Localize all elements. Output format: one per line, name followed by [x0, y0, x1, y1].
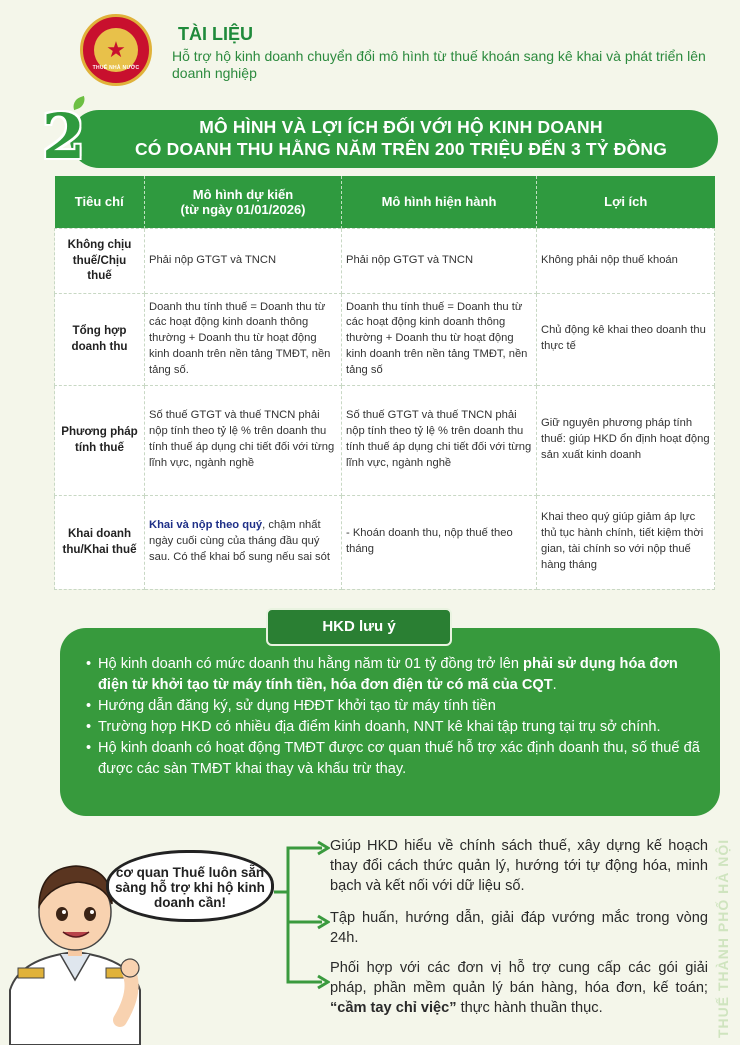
tax-emblem-logo [80, 14, 152, 86]
note-item-tail: . [552, 677, 557, 693]
benefit-3-text: Phối hợp với các đơn vị hỗ trợ cung cấp các gói giải pháp, phần mềm quản lý bán hàng, hóa đơn, kế toán; [330, 960, 708, 996]
row-proposed: Số thuế GTGT và thuế TNCN phải nộp tính theo tỷ lệ % trên doanh thu tính thuế áp dụng chi tiết đối với từng lĩnh vực, ngành nghề [145, 385, 342, 495]
note-list [80, 654, 708, 780]
row-proposed: Doanh thu tính thuế = Doanh thu từ các hoạt động kinh doanh thông thường + Doanh thu từ hoạt động kinh doanh trên nền tảng TMĐT, nền tảng số. [145, 293, 342, 385]
benefit-item-3 [330, 958, 708, 1018]
row-criteria: Tổng hợp doanh thu [55, 293, 145, 385]
section-number: 2 [42, 100, 86, 173]
speech-bubble: cơ quan Thuế luôn sẵn sàng hỗ trợ khi hộ kinh doanh cần! [106, 850, 274, 922]
row-proposed-emphasis: Khai và nộp theo quý [149, 519, 263, 532]
document-title: TÀI LIỆU [178, 24, 253, 44]
header-current-model: Mô hình hiện hành [342, 176, 537, 228]
note-item-strong: phải sử dụng hóa đơn điện tử khởi tạo từ máy tính tiền, hóa đơn điện tử có mã của CQT [98, 656, 678, 693]
row-current: Doanh thu tính thuế = Doanh thu từ các hoạt động kinh doanh thông thường + Doanh thu từ hoạt động kinh doanh trên nền tảng TMĐT, nền tảng số [342, 293, 537, 385]
row-benefit: Chủ động kê khai theo doanh thu thực tế [537, 293, 715, 385]
document-subtitle: Hỗ trợ hộ kinh doanh chuyển đổi mô hình từ thuế khoán sang kê khai và phát triển lên doanh nghiệp [172, 48, 706, 81]
header-criteria: Tiêu chí [55, 176, 145, 228]
emblem-center-text: THUẾ NHÀ NƯỚC [92, 65, 140, 71]
row-proposed [145, 495, 342, 589]
row-criteria: Không chịu thuế/Chịu thuế [55, 228, 145, 293]
row-benefit: Giữ nguyên phương pháp tính thuế: giúp HKD ổn định hoạt động sản xuất kinh doanh [537, 385, 715, 495]
comparison-table [54, 176, 715, 590]
table-row [55, 495, 715, 589]
header-benefit: Lợi ích [537, 176, 715, 228]
list-item: • Hộ kinh doanh có hoạt động TMĐT được cơ quan thuế hỗ trợ xác định doanh thu, số thuế đã được các sàn TMĐT khai thay và khấu trừ thay. [80, 738, 708, 780]
benefit-3-emphasis: “cầm tay chỉ việc” [330, 1000, 457, 1016]
note-tag: HKD lưu ý [266, 608, 452, 646]
header-proposed-line-1: Mô hình dự kiến [192, 186, 294, 202]
table-row [55, 228, 715, 293]
benefit-item-2: Tập huấn, hướng dẫn, giải đáp vướng mắc trong vòng 24h. [330, 910, 708, 946]
table-row [55, 385, 715, 495]
header-proposed-line-2: (từ ngày 01/01/2026) [180, 201, 306, 217]
benefit-item-1: Giúp HKD hiểu về chính sách thuế, xây dựng kế hoạch thay đổi cách thức quản lý, hướng tới tự động hóa, minh bạch và kết nối với dữ liệu số. [330, 838, 708, 894]
table-header-row [55, 176, 715, 228]
section-title [96, 116, 706, 160]
list-item: • Trường hợp HKD có nhiều địa điểm kinh doanh, NNT kê khai tập trung tại trụ sở chính. [80, 717, 708, 738]
watermark: THUẾ THÀNH PHỐ HÀ NỘI [715, 838, 731, 1038]
row-current: - Khoán doanh thu, nộp thuế theo tháng [342, 495, 537, 589]
section-title-line-2: CÓ DOANH THU HẰNG NĂM TRÊN 200 TRIỆU ĐẾN 3 TỶ ĐỒNG [134, 139, 668, 159]
row-criteria: Phương pháp tính thuế [55, 385, 145, 495]
header-proposed-model [145, 176, 342, 228]
section-title-line-1: MÔ HÌNH VÀ LỢI ÍCH ĐỐI VỚI HỘ KINH DOANH [199, 117, 603, 137]
row-criteria: Khai doanh thu/Khai thuế [55, 495, 145, 589]
row-proposed: Phải nộp GTGT và TNCN [145, 228, 342, 293]
list-item: • Hướng dẫn đăng ký, sử dụng HĐĐT khởi tạo từ máy tính tiền [80, 696, 708, 717]
star-icon: ★ [106, 37, 126, 62]
table-row [55, 293, 715, 385]
row-current: Số thuế GTGT và thuế TNCN phải nộp tính theo tỷ lệ % trên doanh thu tính thuế áp dụng chi tiết đối với từng lĩnh vực, ngành nghề [342, 385, 537, 495]
list-item [80, 654, 708, 696]
row-benefit: Không phải nộp thuế khoán [537, 228, 715, 293]
benefit-3-tail: thực hành thuần thục. [456, 1000, 603, 1016]
branch-arrows-icon [270, 840, 330, 1020]
row-proposed-rest: , chậm nhất ngày cuối cùng của tháng đầu quý sau. Có thể khai bổ sung nếu sai sót [149, 519, 330, 563]
row-benefit: Khai theo quý giúp giảm áp lực thủ tục hành chính, tiết kiệm thời gian, tài chính so với nộp thuế hàng tháng [537, 495, 715, 589]
row-current: Phải nộp GTGT và TNCN [342, 228, 537, 293]
note-item-text: Hộ kinh doanh có mức doanh thu hằng năm từ 01 tỷ đồng trở lên [98, 656, 524, 672]
